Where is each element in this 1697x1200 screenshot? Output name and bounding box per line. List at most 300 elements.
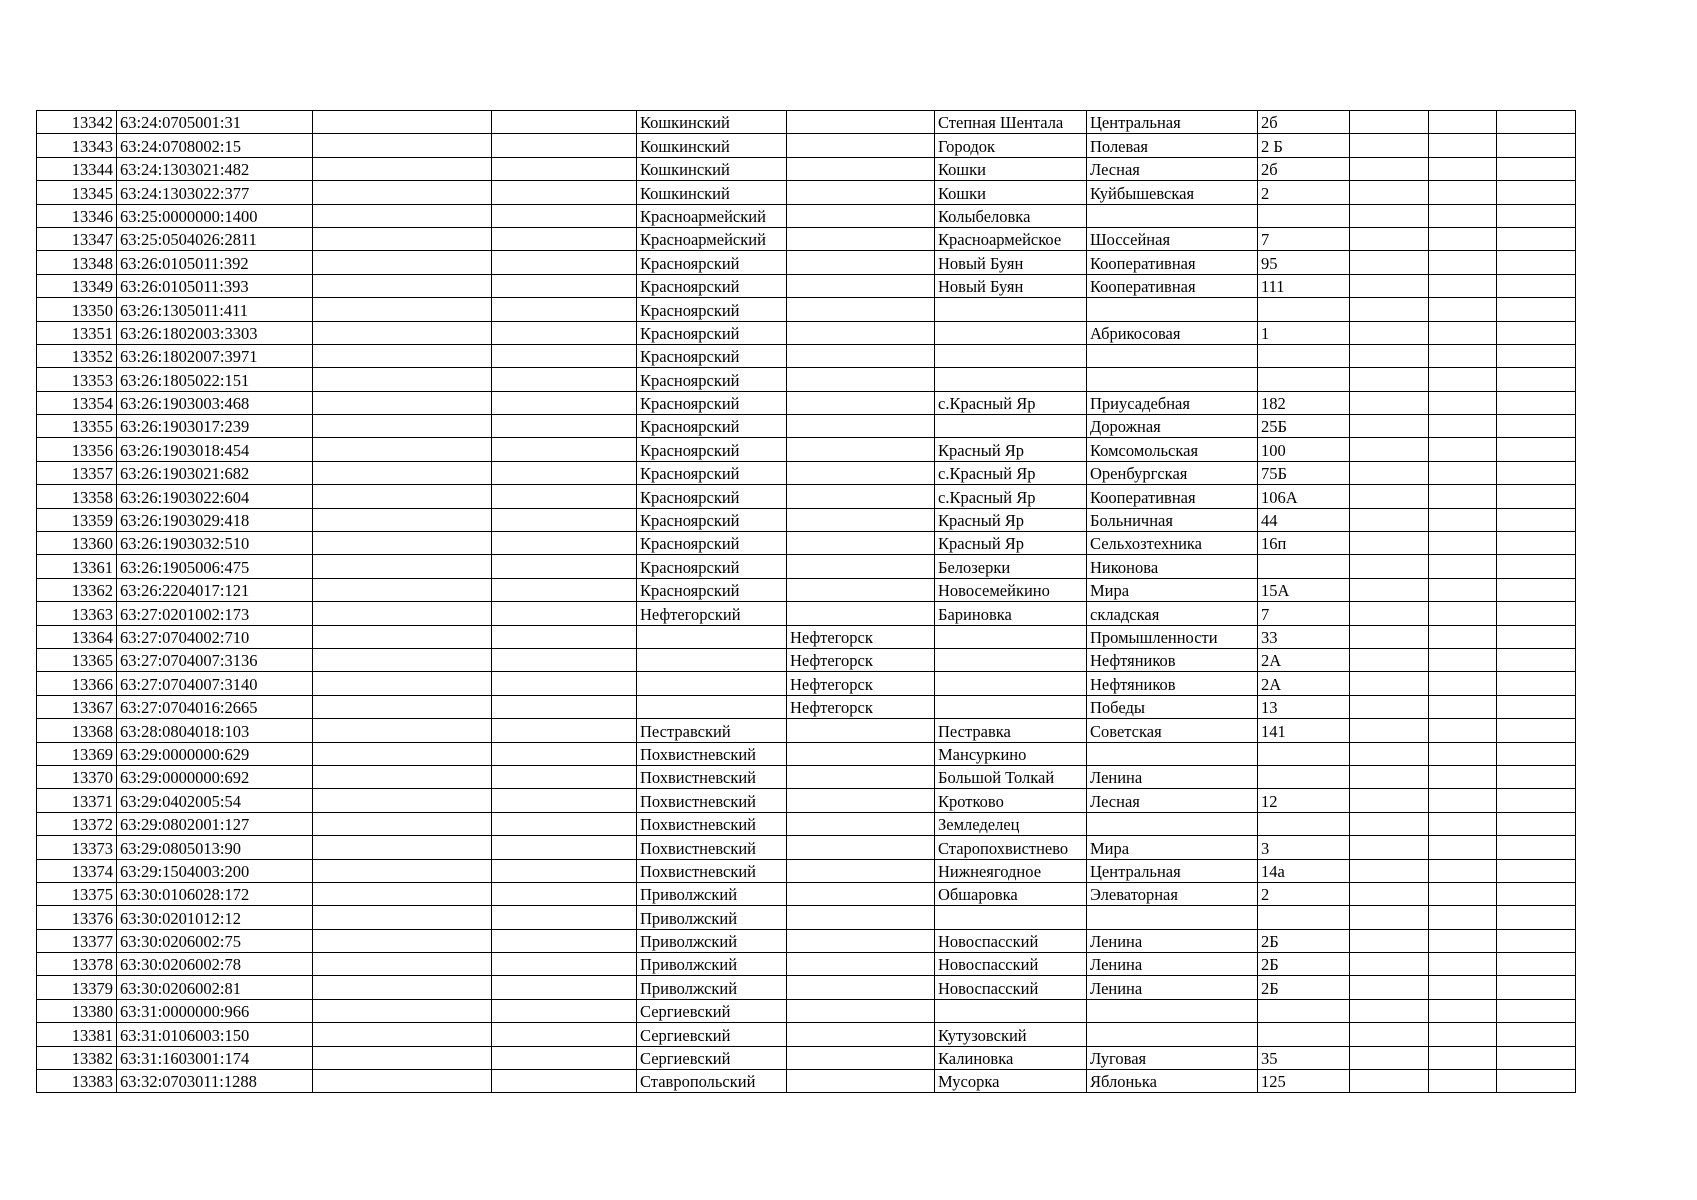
empty-cell: [492, 438, 637, 461]
street-cell: Мира: [1087, 578, 1258, 601]
table-row: [37, 672, 1576, 695]
street-cell: Луговая: [1087, 1046, 1258, 1069]
empty-cell: [1429, 157, 1497, 180]
empty-cell: [1429, 836, 1497, 859]
locality-cell: Красный Яр: [935, 438, 1087, 461]
house-number-cell: 2Б: [1258, 976, 1350, 999]
empty-cell: [313, 929, 492, 952]
empty-cell: [1350, 368, 1429, 391]
house-number-cell: 13: [1258, 695, 1350, 718]
locality-cell: Большой Толкай: [935, 765, 1087, 788]
cadastral-number-cell: 63:26:0105011:392: [117, 251, 313, 274]
district-cell: Красноярский: [637, 508, 787, 531]
city-cell: [787, 532, 935, 555]
empty-cell: [1497, 672, 1576, 695]
district-cell: Кошкинский: [637, 111, 787, 134]
table-row: [37, 906, 1576, 929]
district-cell: Похвистневский: [637, 765, 787, 788]
row-number-cell: 13354: [37, 391, 117, 414]
empty-cell: [1497, 929, 1576, 952]
empty-cell: [313, 391, 492, 414]
empty-cell: [492, 391, 637, 414]
locality-cell: Красный Яр: [935, 532, 1087, 555]
district-cell: Похвистневский: [637, 859, 787, 882]
row-number-cell: 13358: [37, 485, 117, 508]
locality-cell: Колыбеловка: [935, 204, 1087, 227]
house-number-cell: 2Б: [1258, 953, 1350, 976]
empty-cell: [313, 1046, 492, 1069]
house-number-cell: 2Б: [1258, 929, 1350, 952]
district-cell: Ставропольский: [637, 1070, 787, 1093]
empty-cell: [492, 999, 637, 1022]
cadastral-number-cell: 63:25:0000000:1400: [117, 204, 313, 227]
empty-cell: [313, 625, 492, 648]
empty-cell: [1497, 251, 1576, 274]
row-number-cell: 13381: [37, 1023, 117, 1046]
table-row: [37, 532, 1576, 555]
empty-cell: [313, 111, 492, 134]
empty-cell: [492, 812, 637, 835]
district-cell: Красноярский: [637, 251, 787, 274]
empty-cell: [313, 227, 492, 250]
district-cell: [637, 672, 787, 695]
empty-cell: [1350, 578, 1429, 601]
empty-cell: [1497, 648, 1576, 671]
locality-cell: Городок: [935, 134, 1087, 157]
row-number-cell: 13360: [37, 532, 117, 555]
street-cell: [1087, 344, 1258, 367]
house-number-cell: [1258, 555, 1350, 578]
empty-cell: [1497, 953, 1576, 976]
locality-cell: [935, 672, 1087, 695]
empty-cell: [1497, 578, 1576, 601]
house-number-cell: 95: [1258, 251, 1350, 274]
empty-cell: [1429, 415, 1497, 438]
empty-cell: [1350, 999, 1429, 1022]
empty-cell: [313, 274, 492, 297]
row-number-cell: 13351: [37, 321, 117, 344]
street-cell: [1087, 906, 1258, 929]
locality-cell: [935, 344, 1087, 367]
empty-cell: [492, 648, 637, 671]
empty-cell: [492, 461, 637, 484]
row-number-cell: 13356: [37, 438, 117, 461]
table-row: [37, 485, 1576, 508]
house-number-cell: [1258, 368, 1350, 391]
empty-cell: [492, 789, 637, 812]
cadastral-number-cell: 63:32:0703011:1288: [117, 1070, 313, 1093]
empty-cell: [492, 298, 637, 321]
empty-cell: [1429, 485, 1497, 508]
empty-cell: [1429, 204, 1497, 227]
empty-cell: [1429, 438, 1497, 461]
house-number-cell: [1258, 1023, 1350, 1046]
cadastral-number-cell: 63:26:0105011:393: [117, 274, 313, 297]
row-number-cell: 13364: [37, 625, 117, 648]
empty-cell: [492, 134, 637, 157]
empty-cell: [1429, 368, 1497, 391]
empty-cell: [1350, 1023, 1429, 1046]
city-cell: [787, 812, 935, 835]
table-row: [37, 415, 1576, 438]
house-number-cell: [1258, 999, 1350, 1022]
house-number-cell: 25Б: [1258, 415, 1350, 438]
row-number-cell: 13371: [37, 789, 117, 812]
street-cell: Ленина: [1087, 953, 1258, 976]
row-number-cell: 13353: [37, 368, 117, 391]
empty-cell: [1429, 508, 1497, 531]
street-cell: Полевая: [1087, 134, 1258, 157]
house-number-cell: 33: [1258, 625, 1350, 648]
locality-cell: [935, 368, 1087, 391]
cadastral-number-cell: 63:26:1305011:411: [117, 298, 313, 321]
house-number-cell: 2А: [1258, 672, 1350, 695]
city-cell: [787, 298, 935, 321]
row-number-cell: 13355: [37, 415, 117, 438]
empty-cell: [1429, 1023, 1497, 1046]
empty-cell: [492, 344, 637, 367]
empty-cell: [313, 742, 492, 765]
empty-cell: [492, 1023, 637, 1046]
empty-cell: [313, 368, 492, 391]
street-cell: Кооперативная: [1087, 274, 1258, 297]
street-cell: Больничная: [1087, 508, 1258, 531]
cadastral-number-cell: 63:30:0201012:12: [117, 906, 313, 929]
empty-cell: [1350, 625, 1429, 648]
locality-cell: [935, 415, 1087, 438]
house-number-cell: 44: [1258, 508, 1350, 531]
locality-cell: Новоспасский: [935, 976, 1087, 999]
house-number-cell: 15А: [1258, 578, 1350, 601]
city-cell: [787, 134, 935, 157]
street-cell: [1087, 368, 1258, 391]
city-cell: [787, 181, 935, 204]
district-cell: Красноярский: [637, 438, 787, 461]
street-cell: Дорожная: [1087, 415, 1258, 438]
empty-cell: [313, 204, 492, 227]
table-row: [37, 812, 1576, 835]
cadastral-number-cell: 63:27:0704016:2665: [117, 695, 313, 718]
empty-cell: [313, 508, 492, 531]
district-cell: Красноярский: [637, 532, 787, 555]
empty-cell: [313, 344, 492, 367]
row-number-cell: 13379: [37, 976, 117, 999]
empty-cell: [1497, 321, 1576, 344]
empty-cell: [313, 181, 492, 204]
empty-cell: [1497, 789, 1576, 812]
city-cell: [787, 976, 935, 999]
table-row: [37, 181, 1576, 204]
empty-cell: [492, 695, 637, 718]
empty-cell: [1429, 929, 1497, 952]
empty-cell: [1497, 836, 1576, 859]
district-cell: Приволжский: [637, 976, 787, 999]
empty-cell: [1350, 227, 1429, 250]
table-row: [37, 298, 1576, 321]
cadastral-number-cell: 63:26:2204017:121: [117, 578, 313, 601]
street-cell: Лесная: [1087, 789, 1258, 812]
cadastral-number-cell: 63:29:0000000:629: [117, 742, 313, 765]
empty-cell: [1350, 344, 1429, 367]
row-number-cell: 13365: [37, 648, 117, 671]
empty-cell: [1429, 625, 1497, 648]
locality-cell: Новый Буян: [935, 274, 1087, 297]
locality-cell: Мансуркино: [935, 742, 1087, 765]
row-number-cell: 13370: [37, 765, 117, 788]
table-row: [37, 508, 1576, 531]
house-number-cell: [1258, 298, 1350, 321]
table-row: [37, 836, 1576, 859]
table-row: [37, 789, 1576, 812]
empty-cell: [313, 672, 492, 695]
district-cell: [637, 695, 787, 718]
empty-cell: [1497, 765, 1576, 788]
empty-cell: [492, 532, 637, 555]
cadastral-number-cell: 63:30:0106028:172: [117, 882, 313, 905]
table-row: [37, 555, 1576, 578]
empty-cell: [313, 648, 492, 671]
district-cell: Сергиевский: [637, 1046, 787, 1069]
empty-cell: [1350, 789, 1429, 812]
city-cell: Нефтегорск: [787, 648, 935, 671]
locality-cell: Красный Яр: [935, 508, 1087, 531]
locality-cell: Новый Буян: [935, 251, 1087, 274]
registry-table-body: [37, 111, 1576, 1093]
empty-cell: [313, 251, 492, 274]
district-cell: [637, 625, 787, 648]
table-row: [37, 391, 1576, 414]
empty-cell: [313, 157, 492, 180]
empty-cell: [313, 415, 492, 438]
house-number-cell: 14а: [1258, 859, 1350, 882]
table-row: [37, 321, 1576, 344]
empty-cell: [313, 906, 492, 929]
street-cell: [1087, 812, 1258, 835]
property-registry-table: [36, 110, 1576, 1093]
district-cell: Похвистневский: [637, 812, 787, 835]
empty-cell: [492, 157, 637, 180]
empty-cell: [313, 836, 492, 859]
empty-cell: [1497, 298, 1576, 321]
empty-cell: [1497, 485, 1576, 508]
city-cell: [787, 929, 935, 952]
street-cell: Ленина: [1087, 765, 1258, 788]
locality-cell: Кошки: [935, 157, 1087, 180]
empty-cell: [492, 1046, 637, 1069]
row-number-cell: 13382: [37, 1046, 117, 1069]
empty-cell: [492, 602, 637, 625]
cadastral-number-cell: 63:26:1805022:151: [117, 368, 313, 391]
street-cell: Кооперативная: [1087, 251, 1258, 274]
table-row: [37, 765, 1576, 788]
city-cell: Нефтегорск: [787, 625, 935, 648]
empty-cell: [313, 578, 492, 601]
locality-cell: Обшаровка: [935, 882, 1087, 905]
house-number-cell: 2: [1258, 181, 1350, 204]
district-cell: Похвистневский: [637, 789, 787, 812]
empty-cell: [1429, 111, 1497, 134]
house-number-cell: 7: [1258, 602, 1350, 625]
empty-cell: [1350, 672, 1429, 695]
empty-cell: [313, 602, 492, 625]
city-cell: [787, 555, 935, 578]
empty-cell: [1497, 555, 1576, 578]
street-cell: Оренбургская: [1087, 461, 1258, 484]
row-number-cell: 13350: [37, 298, 117, 321]
row-number-cell: 13376: [37, 906, 117, 929]
row-number-cell: 13383: [37, 1070, 117, 1093]
street-cell: [1087, 1023, 1258, 1046]
cadastral-number-cell: 63:26:1802003:3303: [117, 321, 313, 344]
cadastral-number-cell: 63:29:0802001:127: [117, 812, 313, 835]
empty-cell: [1350, 415, 1429, 438]
empty-cell: [1497, 111, 1576, 134]
cadastral-number-cell: 63:26:1903022:604: [117, 485, 313, 508]
city-cell: [787, 251, 935, 274]
locality-cell: [935, 999, 1087, 1022]
district-cell: Красноярский: [637, 298, 787, 321]
city-cell: [787, 882, 935, 905]
empty-cell: [492, 1070, 637, 1093]
empty-cell: [1429, 742, 1497, 765]
locality-cell: с.Красный Яр: [935, 461, 1087, 484]
district-cell: Кошкинский: [637, 181, 787, 204]
table-row: [37, 602, 1576, 625]
empty-cell: [1497, 719, 1576, 742]
empty-cell: [1350, 695, 1429, 718]
row-number-cell: 13380: [37, 999, 117, 1022]
empty-cell: [1497, 999, 1576, 1022]
empty-cell: [1497, 344, 1576, 367]
row-number-cell: 13348: [37, 251, 117, 274]
empty-cell: [1497, 134, 1576, 157]
cadastral-number-cell: 63:29:0000000:692: [117, 765, 313, 788]
empty-cell: [313, 134, 492, 157]
empty-cell: [492, 578, 637, 601]
table-row: [37, 625, 1576, 648]
house-number-cell: [1258, 765, 1350, 788]
cadastral-number-cell: 63:24:0708002:15: [117, 134, 313, 157]
empty-cell: [1429, 1070, 1497, 1093]
empty-cell: [313, 812, 492, 835]
table-row: [37, 1070, 1576, 1093]
district-cell: Красноармейский: [637, 204, 787, 227]
city-cell: [787, 368, 935, 391]
empty-cell: [1497, 976, 1576, 999]
empty-cell: [492, 485, 637, 508]
street-cell: Комсомольская: [1087, 438, 1258, 461]
empty-cell: [1429, 227, 1497, 250]
locality-cell: [935, 321, 1087, 344]
empty-cell: [1350, 532, 1429, 555]
table-row: [37, 227, 1576, 250]
empty-cell: [492, 251, 637, 274]
empty-cell: [1497, 859, 1576, 882]
city-cell: Нефтегорск: [787, 672, 935, 695]
table-row: [37, 461, 1576, 484]
cadastral-number-cell: 63:24:0705001:31: [117, 111, 313, 134]
table-row: [37, 274, 1576, 297]
empty-cell: [1350, 812, 1429, 835]
table-row: [37, 976, 1576, 999]
cadastral-number-cell: 63:31:0106003:150: [117, 1023, 313, 1046]
row-number-cell: 13347: [37, 227, 117, 250]
street-cell: Сельхозтехника: [1087, 532, 1258, 555]
city-cell: [787, 765, 935, 788]
empty-cell: [1497, 625, 1576, 648]
row-number-cell: 13373: [37, 836, 117, 859]
house-number-cell: 182: [1258, 391, 1350, 414]
locality-cell: Новоспасский: [935, 953, 1087, 976]
locality-cell: [935, 648, 1087, 671]
city-cell: [787, 1023, 935, 1046]
row-number-cell: 13367: [37, 695, 117, 718]
empty-cell: [1350, 508, 1429, 531]
empty-cell: [1429, 765, 1497, 788]
table-row: [37, 742, 1576, 765]
empty-cell: [492, 859, 637, 882]
district-cell: Приволжский: [637, 929, 787, 952]
empty-cell: [313, 859, 492, 882]
empty-cell: [1497, 391, 1576, 414]
empty-cell: [313, 1070, 492, 1093]
street-cell: Советская: [1087, 719, 1258, 742]
empty-cell: [1497, 157, 1576, 180]
table-row: [37, 251, 1576, 274]
street-cell: Ленина: [1087, 929, 1258, 952]
empty-cell: [1497, 1046, 1576, 1069]
house-number-cell: [1258, 812, 1350, 835]
empty-cell: [1350, 836, 1429, 859]
table-row: [37, 368, 1576, 391]
empty-cell: [1429, 391, 1497, 414]
house-number-cell: 2: [1258, 882, 1350, 905]
empty-cell: [1429, 251, 1497, 274]
table-row: [37, 999, 1576, 1022]
street-cell: [1087, 999, 1258, 1022]
locality-cell: Красноармейское: [935, 227, 1087, 250]
empty-cell: [1350, 976, 1429, 999]
cadastral-number-cell: 63:26:1903021:682: [117, 461, 313, 484]
empty-cell: [1350, 274, 1429, 297]
cadastral-number-cell: 63:30:0206002:78: [117, 953, 313, 976]
city-cell: [787, 157, 935, 180]
street-cell: Абрикосовая: [1087, 321, 1258, 344]
empty-cell: [1497, 415, 1576, 438]
table-row: [37, 882, 1576, 905]
locality-cell: Новосемейкино: [935, 578, 1087, 601]
city-cell: [787, 953, 935, 976]
empty-cell: [492, 742, 637, 765]
empty-cell: [1429, 999, 1497, 1022]
house-number-cell: [1258, 906, 1350, 929]
empty-cell: [492, 508, 637, 531]
locality-cell: Пестравка: [935, 719, 1087, 742]
empty-cell: [1350, 134, 1429, 157]
empty-cell: [1429, 181, 1497, 204]
locality-cell: с.Красный Яр: [935, 391, 1087, 414]
row-number-cell: 13345: [37, 181, 117, 204]
empty-cell: [313, 1023, 492, 1046]
row-number-cell: 13343: [37, 134, 117, 157]
house-number-cell: 16п: [1258, 532, 1350, 555]
city-cell: Нефтегорск: [787, 695, 935, 718]
empty-cell: [1429, 953, 1497, 976]
street-cell: Мира: [1087, 836, 1258, 859]
city-cell: [787, 719, 935, 742]
city-cell: [787, 111, 935, 134]
table-row: [37, 111, 1576, 134]
